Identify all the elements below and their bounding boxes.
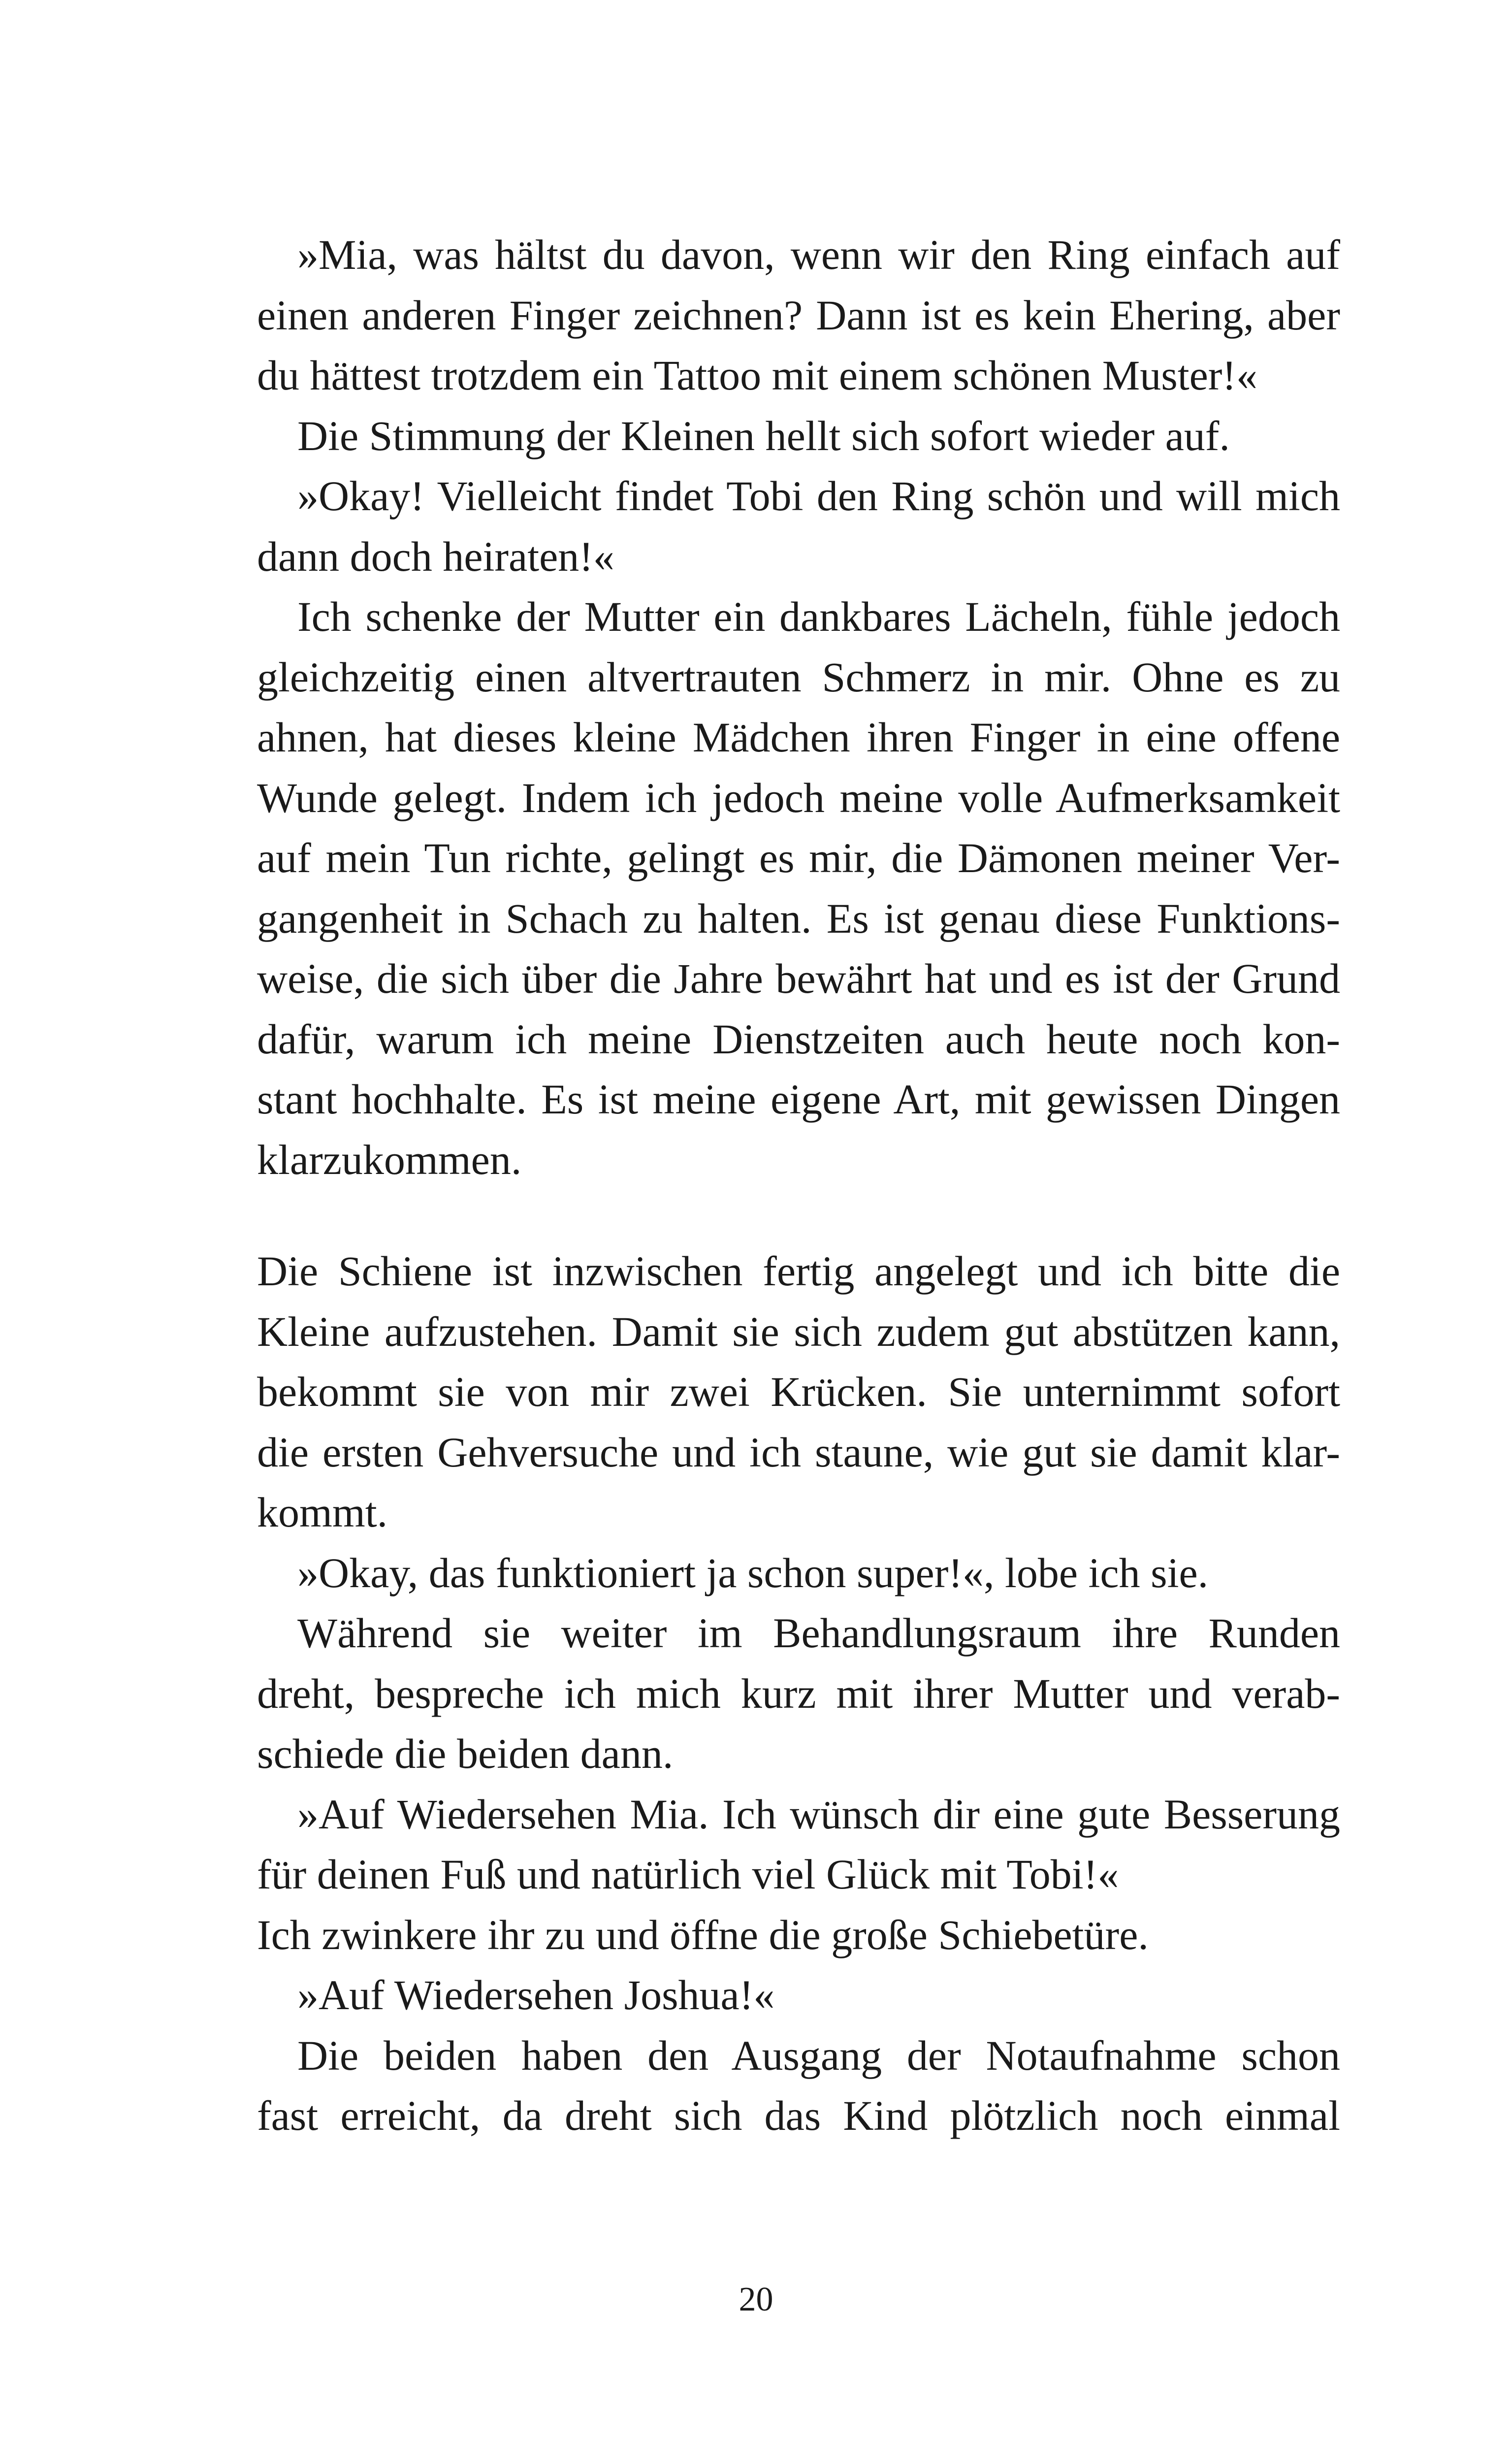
text-line: dreht, bespreche ich mich kurz mit ihrer Mutter und verab- — [257, 1669, 1340, 1717]
text-line: fast erreicht, da dreht sich das Kind plötzlich noch einmal — [257, 2092, 1340, 2139]
text-line: stant hochhalte. Es ist meine eigene Art, mit gewissen Dingen — [257, 1075, 1340, 1123]
text-line: du hättest trotzdem ein Tattoo mit einem schönen Muster!« — [257, 352, 1258, 399]
text-line: Ich zwinkere ihr zu und öffne die große Schiebetüre. — [257, 1911, 1149, 1958]
text-line: dann doch heiraten!« — [257, 532, 614, 580]
text-line: »Mia, was hältst du davon, wenn wir den Ring einfach auf — [297, 231, 1340, 278]
text-line: auf mein Tun richte, gelingt es mir, die Dämonen meiner Ver- — [257, 834, 1340, 881]
text-line: Während sie weiter im Behandlungsraum ihre Runden — [297, 1609, 1340, 1657]
text-line: gangenheit in Schach zu halten. Es ist genau diese Funktions- — [257, 894, 1340, 942]
text-line: schiede die beiden dann. — [257, 1730, 674, 1777]
text-line: für deinen Fuß und natürlich viel Glück mit Tobi!« — [257, 1851, 1119, 1898]
page-number: 20 — [739, 2280, 773, 2318]
text-block-2 — [257, 1241, 1340, 2146]
text-line: weise, die sich über die Jahre bewährt hat und es ist der Grund — [257, 955, 1340, 1002]
text-line: dafür, warum ich meine Dienstzeiten auch heute noch kon- — [257, 1015, 1340, 1063]
text-line: gleichzeitig einen altvertrauten Schmerz in mir. Ohne es zu — [257, 653, 1340, 701]
text-line: »Auf Wiedersehen Mia. Ich wünsch dir eine gute Besserung — [297, 1790, 1340, 1838]
text-line: »Okay! Vielleicht findet Tobi den Ring schön und will mich — [297, 472, 1340, 520]
text-line: Wunde gelegt. Indem ich jedoch meine volle Aufmerksamkeit — [257, 774, 1340, 821]
text-line: »Auf Wiedersehen Joshua!« — [297, 1971, 775, 2019]
text-line: ahnen, hat dieses kleine Mädchen ihren Finger in eine offene — [257, 714, 1340, 761]
text-line: klarzukommen. — [257, 1136, 522, 1183]
text-line: »Okay, das funktioniert ja schon super!«, lobe ich sie. — [297, 1549, 1209, 1596]
text-line: bekommt sie von mir zwei Krücken. Sie unternimmt sofort — [257, 1368, 1340, 1415]
text-block-1 — [257, 225, 1340, 1190]
text-line: Ich schenke der Mutter ein dankbares Lächeln, fühle jedoch — [297, 593, 1340, 640]
text-line: die ersten Gehversuche und ich staune, wie gut sie damit klar- — [257, 1428, 1340, 1476]
text-line: kommt. — [257, 1489, 388, 1536]
text-line: einen anderen Finger zeichnen? Dann ist es kein Ehering, aber — [257, 291, 1340, 339]
text-line: Die Schiene ist inzwischen fertig angelegt und ich bitte die — [257, 1247, 1340, 1295]
text-line: Die Stimmung der Kleinen hellt sich sofort wieder auf. — [297, 412, 1230, 459]
text-line: Kleine aufzustehen. Damit sie sich zudem gut abstützen kann, — [257, 1307, 1340, 1355]
text-line: Die beiden haben den Ausgang der Notaufnahme schon — [297, 2031, 1340, 2079]
